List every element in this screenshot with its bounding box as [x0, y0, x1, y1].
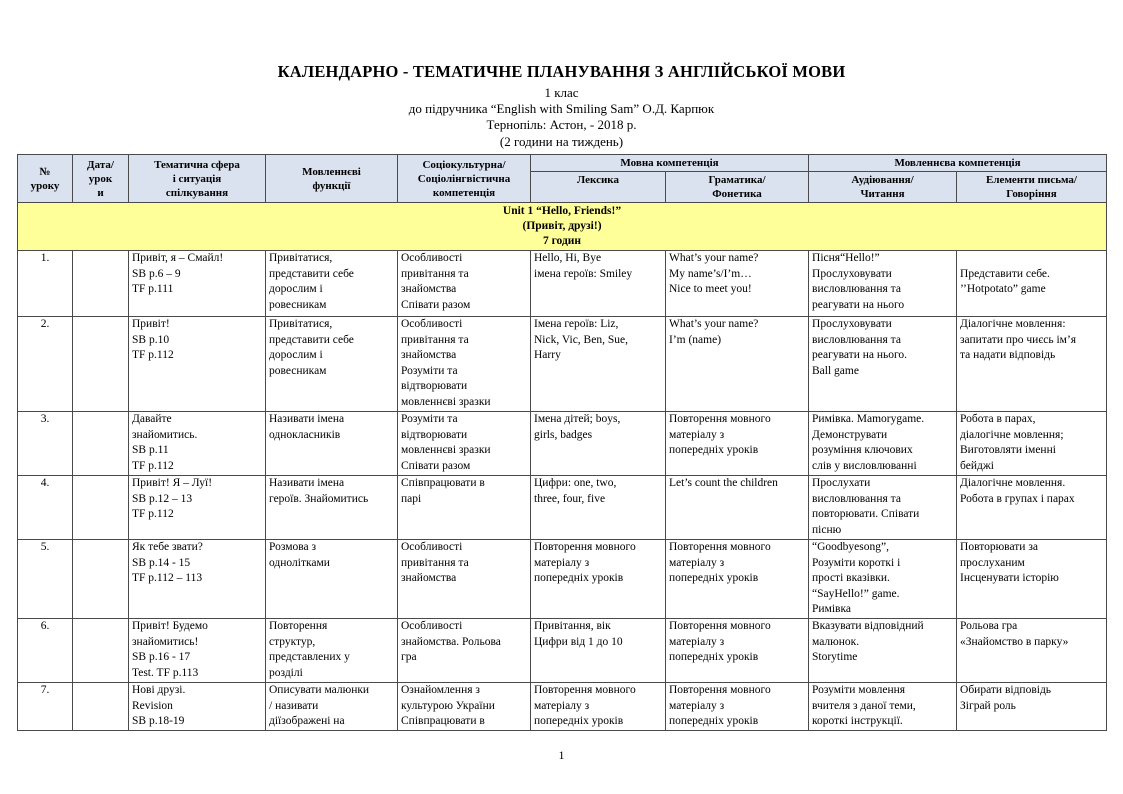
table-row	[18, 412, 1107, 476]
cell-line: висловлювання та	[812, 333, 901, 346]
cell-writing	[957, 683, 1107, 731]
cell-line: слів у висловлюванні	[812, 459, 917, 472]
cell-line: однокласників	[269, 428, 341, 441]
cell-line: Ознайомлення з	[401, 684, 480, 696]
cell-grammar	[666, 317, 809, 412]
unit-cell	[18, 203, 1107, 251]
cell-socio	[398, 683, 531, 731]
cell-line: “Goodbyesong”,	[812, 541, 889, 553]
cell-line: однолітками	[269, 556, 330, 569]
cell-line: матеріалу з	[669, 556, 725, 569]
cell-line: знайомства	[401, 283, 457, 295]
cell-theme	[129, 619, 266, 683]
col-socio-header: Соціокультурна/ Соціолінгвістична компетенція	[398, 155, 531, 203]
cell-line: Римівка	[812, 603, 851, 615]
cell-line: Представити себе.	[960, 267, 1050, 280]
table-header	[18, 155, 1107, 203]
cell-line: мовленнєві зразки	[401, 395, 491, 408]
cell-line: Повторювати за	[960, 541, 1038, 553]
cell-line: представлених у	[269, 651, 350, 663]
cell-line: реагувати на нього	[812, 298, 905, 311]
cell-num: 3.	[18, 412, 73, 476]
cell-date	[73, 683, 129, 731]
page-title: КАЛЕНДАРНО - ТЕМАТИЧНЕ ПЛАНУВАННЯ З АНГЛІЙСЬКОЇ МОВИ	[277, 62, 846, 81]
cell-line: / називати	[269, 699, 319, 712]
cell-line: попередніх уроків	[669, 444, 759, 456]
cell-line: попередніх уроків	[669, 715, 759, 727]
cell-line: Особливості	[401, 318, 463, 330]
cell-line: TF p.112	[132, 508, 174, 520]
cell-line: Прослухати	[812, 477, 871, 489]
cell-num: 1.	[18, 251, 73, 317]
cell-line: Повторення	[269, 620, 328, 632]
cell-functions	[266, 540, 398, 619]
cell-line: ’’Hotpotato” game	[960, 283, 1046, 295]
cell-line: знайомитись!	[132, 635, 199, 648]
cell-listening	[809, 412, 957, 476]
cell-line: висловлювання та	[812, 492, 901, 505]
table-row	[18, 540, 1107, 619]
cell-line: Привіт, я – Смайл!	[132, 252, 224, 264]
cell-line: короткі інструкції.	[812, 715, 903, 727]
cell-line: запитати про чиєсь ім’я	[960, 333, 1077, 346]
cell-date	[73, 412, 129, 476]
cell-socio	[398, 317, 531, 412]
cell-line: Ball game	[812, 364, 859, 377]
cell-line: привітання та	[401, 556, 469, 569]
cell-socio	[398, 476, 531, 540]
cell-line: SB p.11	[132, 444, 169, 456]
cell-line: Співпрацювати в	[401, 715, 485, 727]
cell-theme	[129, 412, 266, 476]
cell-num: 4.	[18, 476, 73, 540]
cell-line: Розуміти короткі і	[812, 556, 901, 569]
cell-line: знайомства	[401, 349, 457, 361]
cell-line: попередніх уроків	[534, 572, 624, 584]
speech-competence-header: Мовленнєва компетенція	[809, 155, 1107, 172]
cell-grammar	[666, 412, 809, 476]
unit-title: Unit 1 “Hello, Friends!”	[502, 205, 622, 217]
cell-functions	[266, 412, 398, 476]
cell-theme	[129, 540, 266, 619]
cell-line: Як тебе звати?	[132, 541, 203, 553]
cell-line: Повторення мовного	[669, 684, 771, 696]
cell-writing	[957, 251, 1107, 317]
cell-line: Привітатися,	[269, 252, 333, 264]
cell-writing	[957, 476, 1107, 540]
col-functions-header: Мовленнєві функції	[266, 155, 398, 203]
cell-line: привітання та	[401, 333, 469, 346]
cell-num: 7.	[18, 683, 73, 731]
cell-line: Співпрацювати в	[401, 477, 485, 489]
cell-line: Harry	[534, 349, 561, 361]
cell-line: матеріалу з	[669, 428, 725, 441]
cell-line: Давайте	[132, 413, 172, 425]
cell-line: героїв. Знайомитись	[269, 492, 369, 505]
cell-line: SB p.6 – 9	[132, 267, 181, 280]
cell-line: та надати відповідь	[960, 349, 1056, 361]
cell-listening	[809, 317, 957, 412]
cell-line: гра	[401, 651, 417, 663]
cell-lexis	[531, 476, 666, 540]
cell-line: Римівка. Mamorygame.	[812, 413, 925, 425]
cell-theme	[129, 476, 266, 540]
cell-line: Інсценувати історію	[960, 572, 1059, 584]
cell-line: відтворювати	[401, 428, 468, 441]
cell-line: Hello, Hi, Bye	[534, 252, 602, 264]
cell-num: 2.	[18, 317, 73, 412]
cell-line: попередніх уроків	[534, 715, 624, 727]
col-grammar-header: Граматика/ Фонетика	[666, 172, 809, 203]
cell-functions	[266, 476, 398, 540]
cell-line: ровесникам	[269, 298, 327, 311]
cell-line: діалогічне мовлення;	[960, 428, 1064, 441]
cell-line: Nice to meet you!	[669, 283, 752, 295]
cell-writing	[957, 540, 1107, 619]
cell-grammar	[666, 476, 809, 540]
cell-line: Nick, Vic, Ben, Sue,	[534, 333, 628, 346]
cell-line: Імена дітей; boys,	[534, 413, 621, 425]
cell-line: матеріалу з	[534, 699, 590, 712]
cell-line: бейджі	[960, 459, 994, 472]
cell-line: Прослуховувати	[812, 318, 892, 330]
cell-lexis	[531, 683, 666, 731]
cell-line: Привіт! Будемо	[132, 620, 208, 632]
cell-date	[73, 619, 129, 683]
cell-line: Обирати відповідь	[960, 684, 1052, 696]
cell-line: Цифри: one, two,	[534, 477, 617, 489]
cell-line: привітання та	[401, 267, 469, 280]
cell-theme	[129, 683, 266, 731]
cell-socio	[398, 540, 531, 619]
table-row	[18, 683, 1107, 731]
cell-line: Прослуховувати	[812, 267, 892, 280]
cell-line: Виготовляти іменні	[960, 444, 1056, 456]
cell-line: знайомства. Рольова	[401, 635, 501, 648]
cell-writing	[957, 412, 1107, 476]
cell-lexis	[531, 619, 666, 683]
cell-line: Storytime	[812, 651, 858, 663]
cell-line: знайомства	[401, 572, 457, 584]
cell-line: Робота в групах і парах	[960, 492, 1075, 505]
cell-functions	[266, 619, 398, 683]
cell-line: TF p.112	[132, 459, 174, 472]
cell-line: Робота в парах,	[960, 413, 1036, 425]
cell-line: Let’s count the children	[669, 477, 778, 489]
cell-listening	[809, 476, 957, 540]
cell-line: пісню	[812, 523, 842, 536]
cell-line: Рольова гра	[960, 620, 1018, 632]
cell-line: дорослим і	[269, 283, 323, 295]
cell-line: Revision	[132, 699, 173, 712]
cell-line: попередніх уроків	[669, 651, 759, 663]
cell-line: реагувати на нього.	[812, 349, 908, 361]
cell-line: TF p.111	[132, 283, 174, 295]
cell-functions	[266, 251, 398, 317]
col-theme-header: Тематична сфера і ситуація спілкування	[129, 155, 266, 203]
cell-line: Особливості	[401, 620, 463, 632]
cell-grammar	[666, 619, 809, 683]
cell-line: імена героїв: Smiley	[534, 267, 633, 280]
cell-line: Співати разом	[401, 298, 471, 311]
col-num-header: № уроку	[18, 155, 73, 203]
grade-line: 1 клас	[544, 85, 579, 100]
cell-grammar	[666, 683, 809, 731]
cell-line: SB p.10	[132, 333, 170, 346]
cell-line: мовленнєві зразки	[401, 444, 491, 456]
cell-line: SB p.16 - 17	[132, 651, 191, 663]
cell-line: прослуханим	[960, 556, 1025, 569]
cell-line: дорослим і	[269, 349, 323, 361]
cell-date	[73, 540, 129, 619]
cell-line: Діалогічне мовлення.	[960, 477, 1066, 489]
cell-socio	[398, 412, 531, 476]
cell-line: Привіт!	[132, 318, 170, 330]
col-writing-header: Елементи письма/ Говоріння	[957, 172, 1107, 203]
cell-line: Повторення мовного	[669, 620, 771, 632]
cell-line: Розуміти та	[401, 364, 458, 377]
cell-line: культурою України	[401, 699, 495, 712]
table-row	[18, 476, 1107, 540]
cell-line: Демонструвати	[812, 428, 888, 441]
planning-table	[17, 154, 1107, 731]
cell-line: матеріалу з	[534, 556, 590, 569]
cell-line: SB p.14 - 15	[132, 556, 191, 569]
cell-line: діїзображені на	[269, 715, 345, 727]
cell-line: матеріалу з	[669, 699, 725, 712]
cell-functions	[266, 683, 398, 731]
cell-num: 6.	[18, 619, 73, 683]
cell-line: Привітання, вік	[534, 620, 611, 632]
cell-line: Імена героїв: Liz,	[534, 318, 619, 330]
cell-line: TF p.112 – 113	[132, 572, 203, 584]
cell-listening	[809, 683, 957, 731]
cell-line: розділі	[269, 666, 303, 679]
cell-line: висловлювання та	[812, 283, 901, 295]
table-row	[18, 317, 1107, 412]
cell-line: Test. TF p.113	[132, 666, 199, 679]
cell-line: повторювати. Співати	[812, 508, 920, 520]
cell-grammar	[666, 540, 809, 619]
cell-line: представити себе	[269, 267, 354, 280]
cell-line: вчителя з даної теми,	[812, 699, 916, 712]
cell-line: SB p.12 – 13	[132, 492, 193, 505]
unit-hours: 7 годин	[542, 235, 582, 247]
cell-writing	[957, 619, 1107, 683]
cell-line: структур,	[269, 635, 316, 648]
col-date-header: Дата/ урок и	[73, 155, 129, 203]
cell-line: Вказувати відповідний	[812, 620, 924, 632]
cell-line: представити себе	[269, 333, 354, 346]
cell-line: Привітатися,	[269, 318, 333, 330]
cell-line: парі	[401, 492, 422, 505]
cell-line: Називати імена	[269, 477, 345, 489]
cell-line: girls, badges	[534, 428, 593, 441]
cell-listening	[809, 540, 957, 619]
cell-line: Розуміти та	[401, 413, 458, 425]
cell-line: Пісня“Hello!”	[812, 252, 880, 264]
cell-line: Розуміти мовлення	[812, 684, 906, 696]
cell-theme	[129, 251, 266, 317]
cell-lexis	[531, 412, 666, 476]
cell-line: “SayHello!” game.	[812, 587, 900, 600]
cell-line: Повторення мовного	[534, 684, 636, 696]
page-number: 1	[558, 748, 565, 762]
cell-line: ровесникам	[269, 364, 327, 377]
cell-line: Особливості	[401, 252, 463, 264]
cell-line: Повторення мовного	[534, 541, 636, 553]
cell-line: Нові друзі.	[132, 684, 186, 696]
cell-lexis	[531, 251, 666, 317]
table-row	[18, 619, 1107, 683]
cell-line: My name’s/I’m…	[669, 267, 752, 280]
cell-line: What’s your name?	[669, 318, 759, 330]
cell-date	[73, 251, 129, 317]
cell-line: Привіт! Я – Луї!	[132, 477, 213, 489]
cell-listening	[809, 251, 957, 317]
cell-line: Особливості	[401, 541, 463, 553]
cell-line: Цифри від 1 до 10	[534, 635, 623, 648]
cell-lexis	[531, 540, 666, 619]
col-lexis-header: Лексика	[531, 172, 666, 203]
cell-line: попередніх уроків	[669, 572, 759, 584]
cell-line: Співати разом	[401, 459, 471, 472]
cell-date	[73, 476, 129, 540]
cell-line: знайомитись.	[132, 428, 198, 441]
hours-line: (2 години на тиждень)	[499, 134, 624, 149]
cell-line: матеріалу з	[669, 635, 725, 648]
cell-line: Зіграй роль	[960, 699, 1016, 712]
table-row	[18, 251, 1107, 317]
cell-writing	[957, 317, 1107, 412]
cell-line: Описувати малюнки	[269, 684, 370, 696]
cell-line: прості вказівки.	[812, 572, 890, 584]
cell-line: SB p.18-19	[132, 715, 185, 727]
cell-grammar	[666, 251, 809, 317]
cell-line: малюнок.	[812, 635, 860, 648]
cell-line: Повторення мовного	[669, 541, 771, 553]
language-competence-header: Мовна компетенція	[531, 155, 809, 172]
cell-line: Називати імена	[269, 413, 345, 425]
cell-theme	[129, 317, 266, 412]
cell-line: відтворювати	[401, 380, 468, 392]
cell-line: «Знайомство в парку»	[960, 635, 1069, 648]
cell-socio	[398, 251, 531, 317]
cell-line: Повторення мовного	[669, 413, 771, 425]
col-listening-header: Аудіювання/ Читання	[809, 172, 957, 203]
cell-socio	[398, 619, 531, 683]
cell-listening	[809, 619, 957, 683]
cell-line: Розмова з	[269, 541, 317, 553]
unit-translation: (Привіт, друзі!)	[522, 220, 602, 232]
cell-line: Діалогічне мовлення:	[960, 318, 1066, 330]
cell-line: TF p.112	[132, 349, 174, 361]
cell-lexis	[531, 317, 666, 412]
cell-line	[960, 251, 1103, 267]
unit-row	[18, 203, 1107, 251]
cell-line: I’m (name)	[669, 333, 722, 346]
cell-line: розуміння ключових	[812, 444, 913, 456]
textbook-line: до підручника “English with Smiling Sam” О.Д. Карпюк	[408, 101, 715, 116]
publisher-line: Тернопіль: Астон, - 2018 р.	[486, 117, 637, 132]
cell-line: What’s your name?	[669, 252, 759, 264]
cell-line: three, four, five	[534, 492, 606, 505]
cell-functions	[266, 317, 398, 412]
cell-date	[73, 317, 129, 412]
cell-num: 5.	[18, 540, 73, 619]
